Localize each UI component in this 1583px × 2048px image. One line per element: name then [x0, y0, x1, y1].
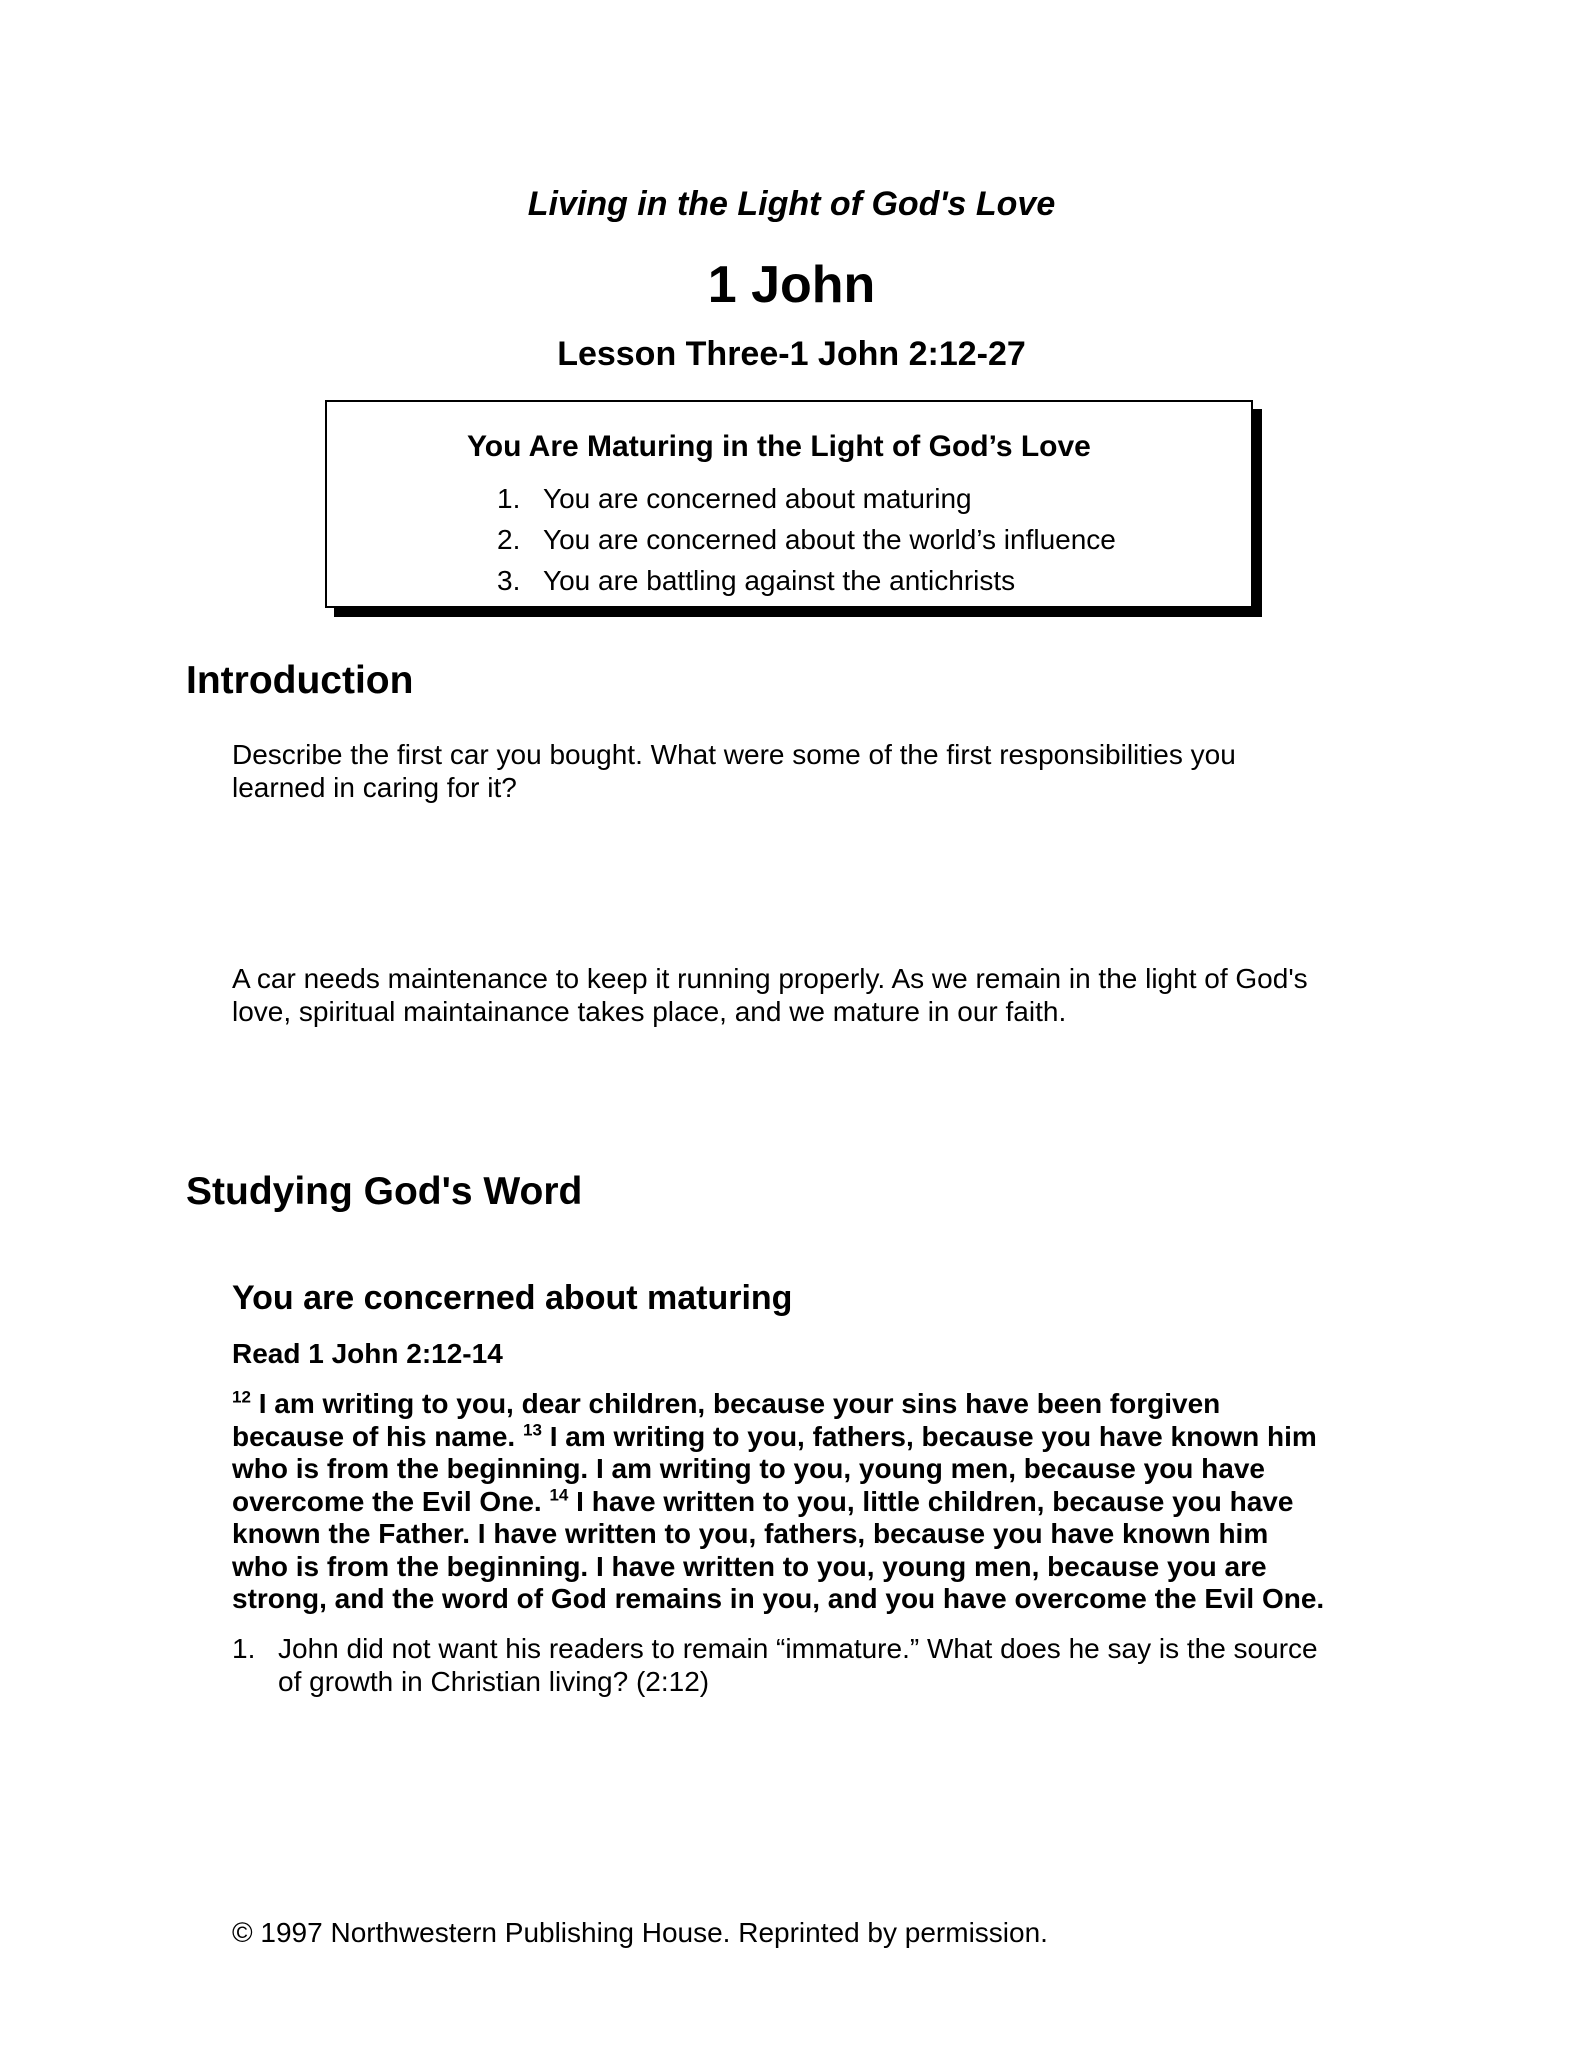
text-line: Describe the first car you bought. What were some of the first responsibilities you — [232, 739, 1236, 770]
verse-number: 13 — [523, 1420, 542, 1440]
outline-item-number: 3. — [497, 565, 521, 596]
series-title: Living in the Light of God's Love — [527, 185, 1056, 223]
scripture-line — [232, 1486, 1362, 1519]
scripture-line: strong, and the word of God remains in you, and you have overcome the Evil One. — [232, 1583, 1325, 1614]
studying-heading: Studying God's Word — [186, 1170, 583, 1213]
verse-text: I am writing to you, dear children, because your sins have been forgiven — [258, 1388, 1221, 1419]
introduction-heading: Introduction — [186, 659, 414, 702]
outline-item-number: 1. — [497, 483, 521, 514]
introduction-illustration — [232, 962, 1352, 1028]
question-number: 1. — [232, 1633, 256, 1664]
scripture-line: who is from the beginning. I have written to you, young men, because you are — [232, 1550, 1267, 1582]
outline-item — [497, 478, 1116, 519]
introduction-prompt — [232, 738, 1352, 804]
question-text — [278, 1632, 1358, 1698]
book-title: 1 John — [707, 256, 876, 314]
outline-item-text: You are battling against the antichrists — [543, 565, 1016, 596]
verse-text: because of his name. — [232, 1420, 516, 1452]
scripture-line — [232, 1388, 1362, 1421]
outline-item — [497, 519, 1116, 560]
read-passage-label: Read 1 John 2:12-14 — [232, 1338, 503, 1369]
text-line: love, spiritual maintainance takes place, and we mature in our faith. — [232, 996, 1067, 1027]
scripture-line — [232, 1421, 1362, 1454]
scripture-line: known the Father. I have written to you, fathers, because you have known him — [232, 1518, 1269, 1549]
verse-number: 14 — [549, 1485, 569, 1505]
outline-item-text: You are concerned about the world’s influence — [543, 524, 1116, 555]
text-line: John did not want his readers to remain “immature.” What does he say is the source — [278, 1633, 1318, 1664]
outline-list — [497, 478, 1116, 601]
outline-title: You Are Maturing in the Light of God’s Love — [467, 430, 1091, 463]
copyright-footer: © 1997 Northwestern Publishing House. Reprinted by permission. — [232, 1917, 1048, 1948]
lesson-title: Lesson Three-1 John 2:12-27 — [557, 335, 1026, 373]
scripture-line: who is from the beginning. I am writing to you, young men, because you have — [232, 1453, 1266, 1484]
outline-item — [497, 560, 1116, 601]
text-line: A car needs maintenance to keep it running properly. As we remain in the light of God's — [232, 963, 1308, 994]
lesson-outline-box — [325, 400, 1253, 608]
text-line: learned in caring for it? — [232, 772, 517, 803]
verse-number: 12 — [232, 1387, 251, 1407]
outline-item-number: 2. — [497, 524, 521, 555]
outline-item-text: You are concerned about maturing — [543, 483, 972, 514]
verse-text: overcome the Evil One. — [232, 1485, 542, 1517]
text-line: of growth in Christian living? (2:12) — [278, 1666, 710, 1697]
scripture-passage — [232, 1388, 1362, 1616]
verse-text: I have written to you, little children, because you have — [576, 1485, 1294, 1517]
subsection-heading: You are concerned about maturing — [232, 1279, 793, 1317]
verse-text: I am writing to you, fathers, because you have known him — [549, 1420, 1317, 1452]
